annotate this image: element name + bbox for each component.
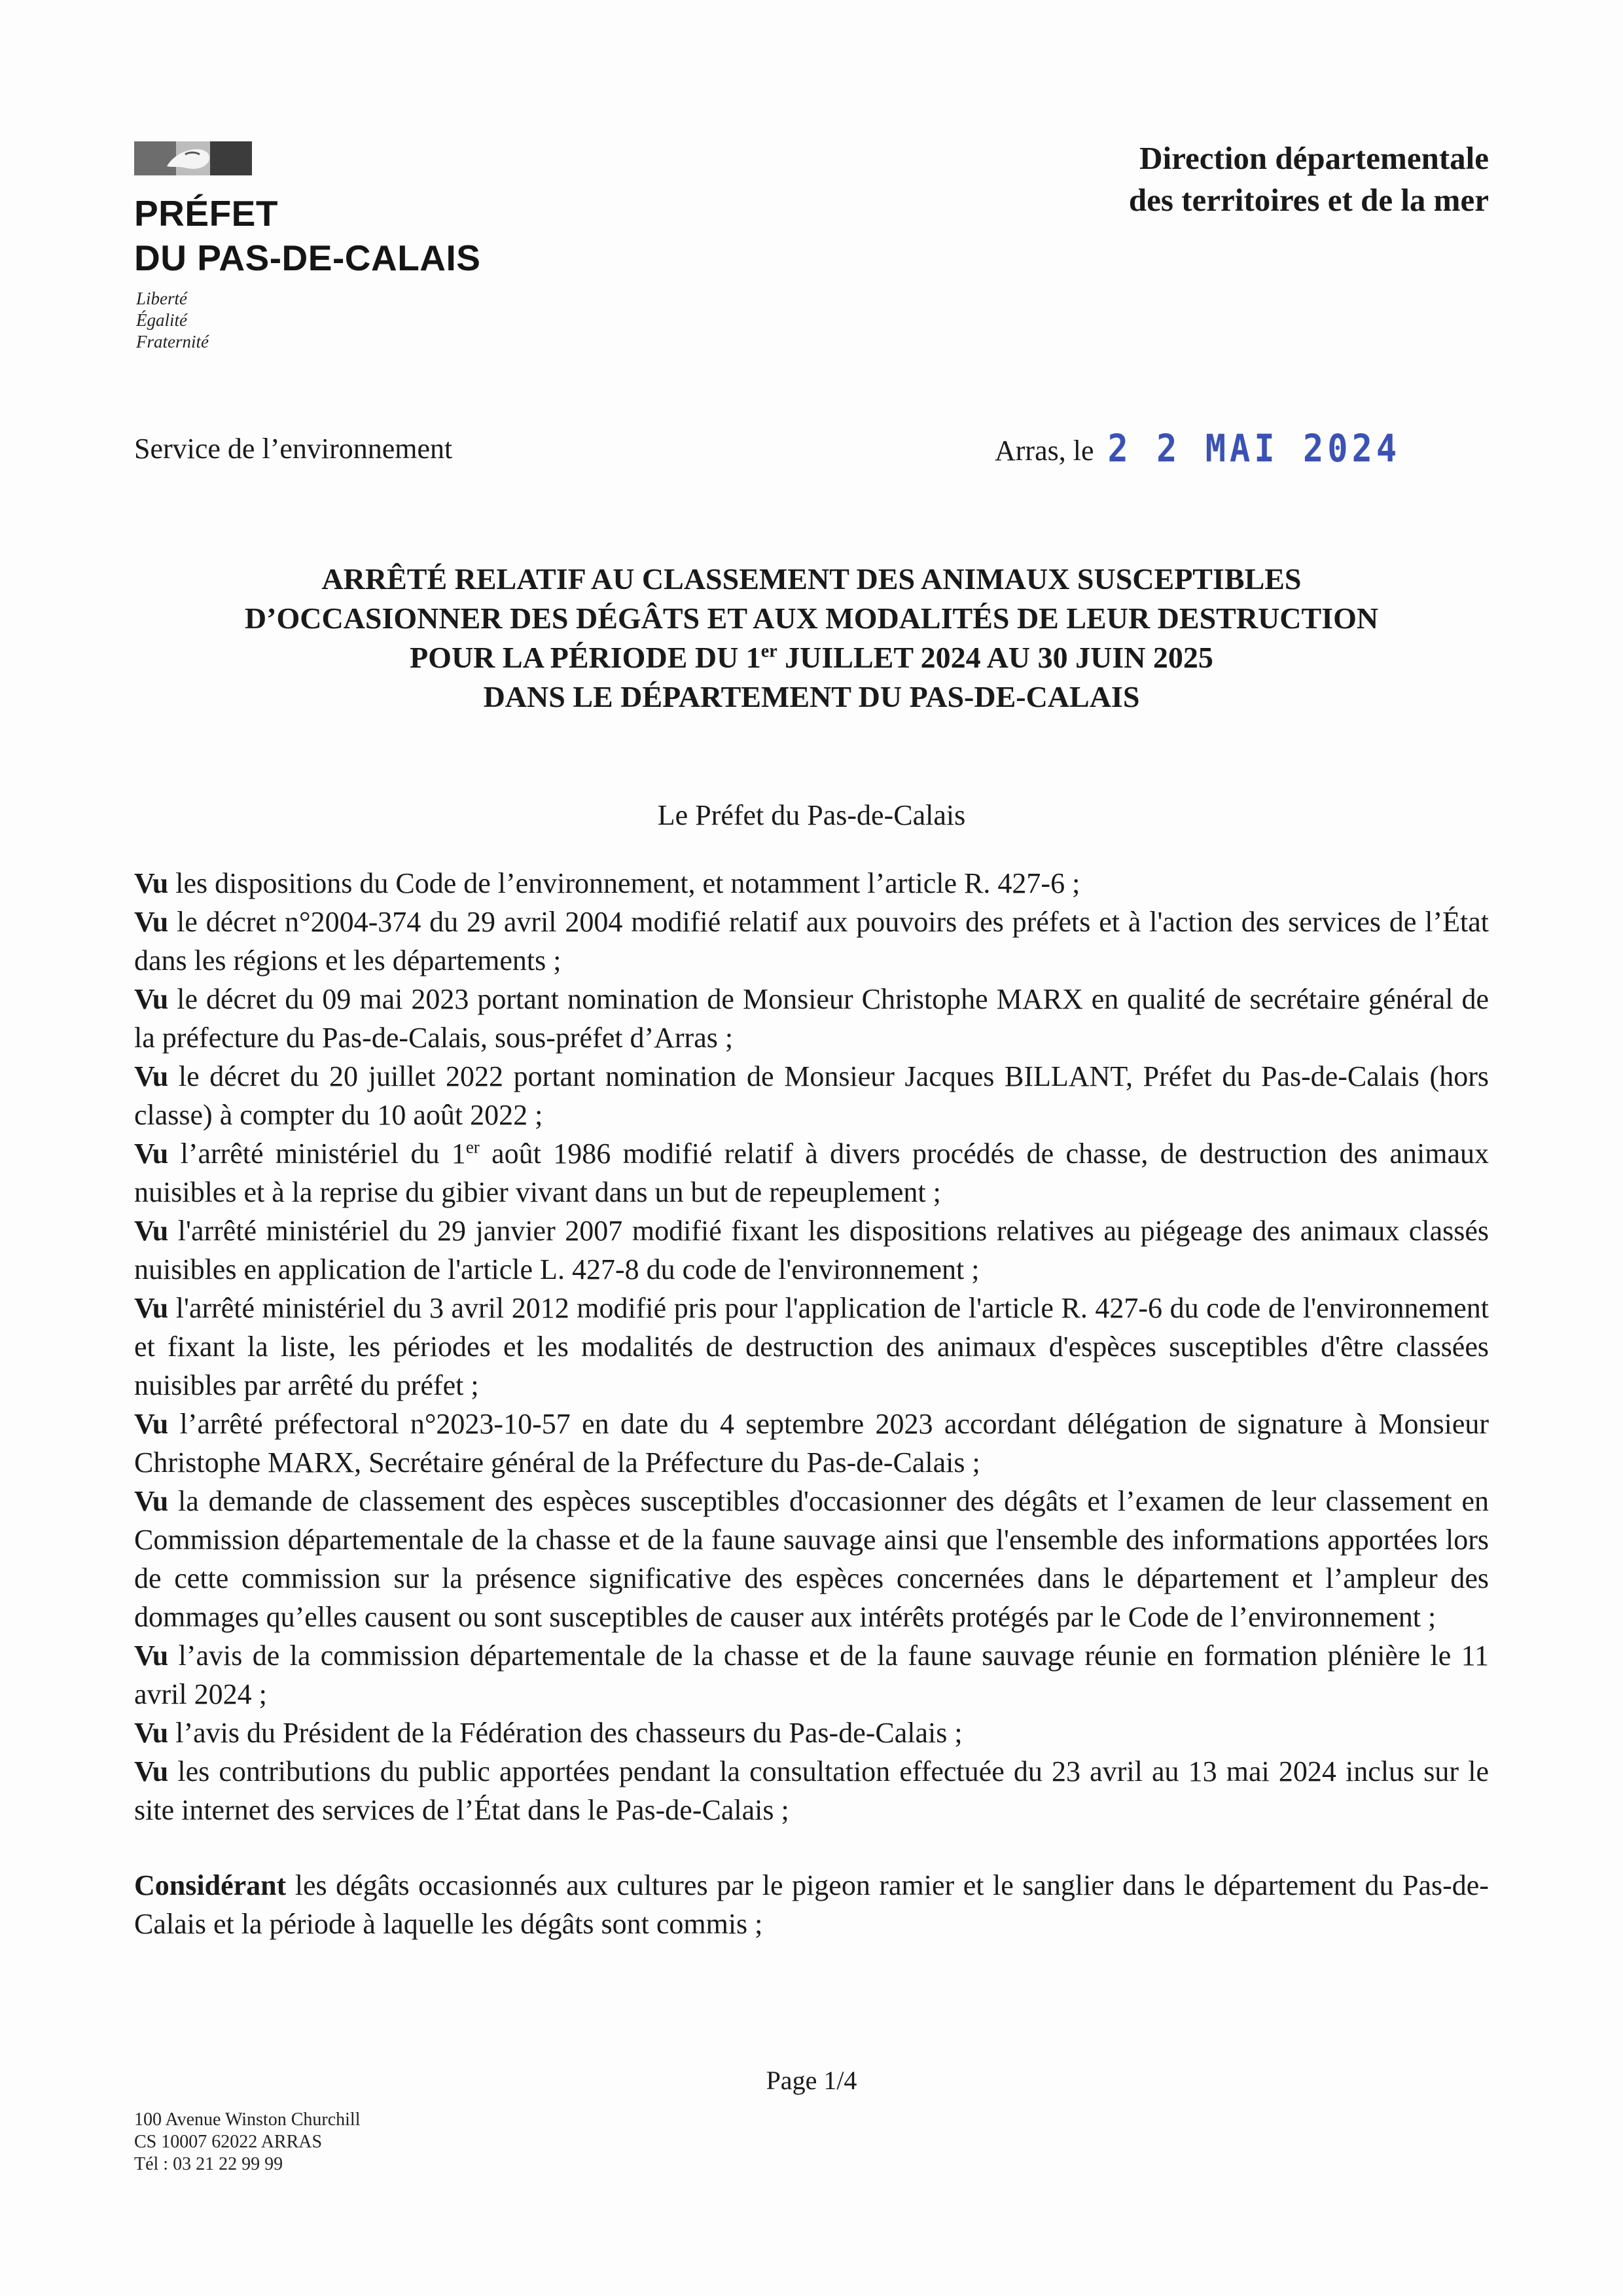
- visa-item-11: Vu l’avis du Président de la Fédération des chasseurs du Pas-de-Calais ;: [134, 1717, 963, 1749]
- visa-item-7: Vu l'arrêté ministériel du 3 avril 2012 modifié pris pour l'application de l'article R. 427-6 du code de l'environnement et fixant la liste, les périodes et les modalités de destruction des animaux d'espèces susceptibles d'être classées nuisibles par arrêté du préfet ;: [134, 1292, 1489, 1401]
- motto-fraternite: Fraternité: [136, 332, 209, 351]
- visa-item-9: Vu la demande de classement des espèces susceptibles d'occasionner des dégâts et l’examen de leur classement en Commission départementale de la chasse et de la faune sauvage ainsi que l'ensemble des informations apportées lors de cette commission sur la présence significative des espèces concernées dans le département et l’ampleur des dommages qu’elles causent ou sont susceptibles de causer aux intérêts protégés par le Code de l’environnement ;: [134, 1485, 1489, 1633]
- visa-item-10: Vu l’avis de la commission départementale de la chasse et de la faune sauvage réunie en formation plénière le 11 avril 2024 ;: [134, 1640, 1489, 1710]
- prefect-title-line1: PRÉFET: [134, 193, 278, 234]
- service-name: Service de l’environnement: [134, 433, 453, 465]
- motto-egalite: Égalité: [136, 310, 187, 330]
- document-body: [134, 864, 1489, 1943]
- visa-item-4: Vu le décret du 20 juillet 2022 portant nomination de Monsieur Jacques BILLANT, Préfet du Pas-de-Calais (hors classe) à compter du 10 août 2022 ;: [134, 1060, 1489, 1131]
- visa-item-3: Vu le décret du 09 mai 2023 portant nomination de Monsieur Christophe MARX en qualité de secrétaire général de la préfecture du Pas-de-Calais, sous-préfet d’Arras ;: [134, 983, 1489, 1054]
- footer-address: [134, 2109, 360, 2176]
- title-line4: DANS LE DÉPARTEMENT DU PAS-DE-CALAIS: [483, 680, 1140, 713]
- marianne-logo-icon: [134, 137, 252, 179]
- authority-line: Le Préfet du Pas-de-Calais: [657, 799, 966, 831]
- considerant-item: Considérant les dégâts occasionnés aux cultures par le pigeon ramier et le sanglier dans le département du Pas-de-Calais et la période à laquelle les dégâts sont commis ;: [134, 1869, 1489, 1940]
- prefect-title-line2: DU PAS-DE-CALAIS: [134, 238, 481, 278]
- direction-name: [1129, 137, 1489, 221]
- footer-line2: CS 10007 62022 ARRAS: [134, 2132, 323, 2152]
- visa-item-1: Vu les dispositions du Code de l’environnement, et notamment l’article R. 427-6 ;: [134, 867, 1080, 899]
- date-line: [995, 429, 1400, 469]
- date-stamp: 2 2 MAI 2024: [1107, 427, 1401, 471]
- title-line3: POUR LA PÉRIODE DU 1er JUILLET 2024 AU 30 JUIN 2025: [410, 641, 1213, 674]
- document-title: [134, 560, 1489, 717]
- title-line1: ARRÊTÉ RELATIF AU CLASSEMENT DES ANIMAUX SUSCEPTIBLES: [321, 562, 1302, 596]
- visa-item-12: Vu les contributions du public apportées pendant la consultation effectuée du 23 avril au 13 mai 2024 inclus sur le site internet des services de l’État dans le Pas-de-Calais ;: [134, 1755, 1489, 1826]
- page-number: Page 1/4: [766, 2066, 857, 2095]
- direction-line1: Direction départementale: [1139, 140, 1489, 176]
- visa-item-5: Vu l’arrêté ministériel du 1er août 1986 modifié relatif à divers procédés de chasse, de destruction des animaux nuisibles et à la reprise du gibier vivant dans un but de repeuplement ;: [134, 1137, 1489, 1208]
- paragraph-gap: [134, 1829, 1489, 1866]
- footer-line1: 100 Avenue Winston Churchill: [134, 2109, 361, 2130]
- motto-liberte: Liberté: [136, 289, 187, 308]
- date-prefix: Arras, le: [995, 435, 1094, 467]
- footer-line3: Tél : 03 21 22 99 99: [134, 2154, 283, 2174]
- direction-line2: des territoires et de la mer: [1128, 182, 1489, 218]
- visa-item-6: Vu l'arrêté ministériel du 29 janvier 2007 modifié fixant les dispositions relatives au piégeage des animaux classés nuisibles en application de l'article L. 427-8 du code de l'environnement ;: [134, 1215, 1489, 1285]
- visa-item-8: Vu l’arrêté préfectoral n°2023-10-57 en date du 4 septembre 2023 accordant délégation de signature à Monsieur Christophe MARX, Secrétaire général de la Préfecture du Pas-de-Calais ;: [134, 1408, 1489, 1479]
- visa-item-2: Vu le décret n°2004-374 du 29 avril 2004 modifié relatif aux pouvoirs des préfets et à l'action des services de l’État dans les régions et les départements ;: [134, 906, 1489, 977]
- title-line2: D’OCCASIONNER DES DÉGÂTS ET AUX MODALITÉS DE LEUR DESTRUCTION: [244, 601, 1379, 635]
